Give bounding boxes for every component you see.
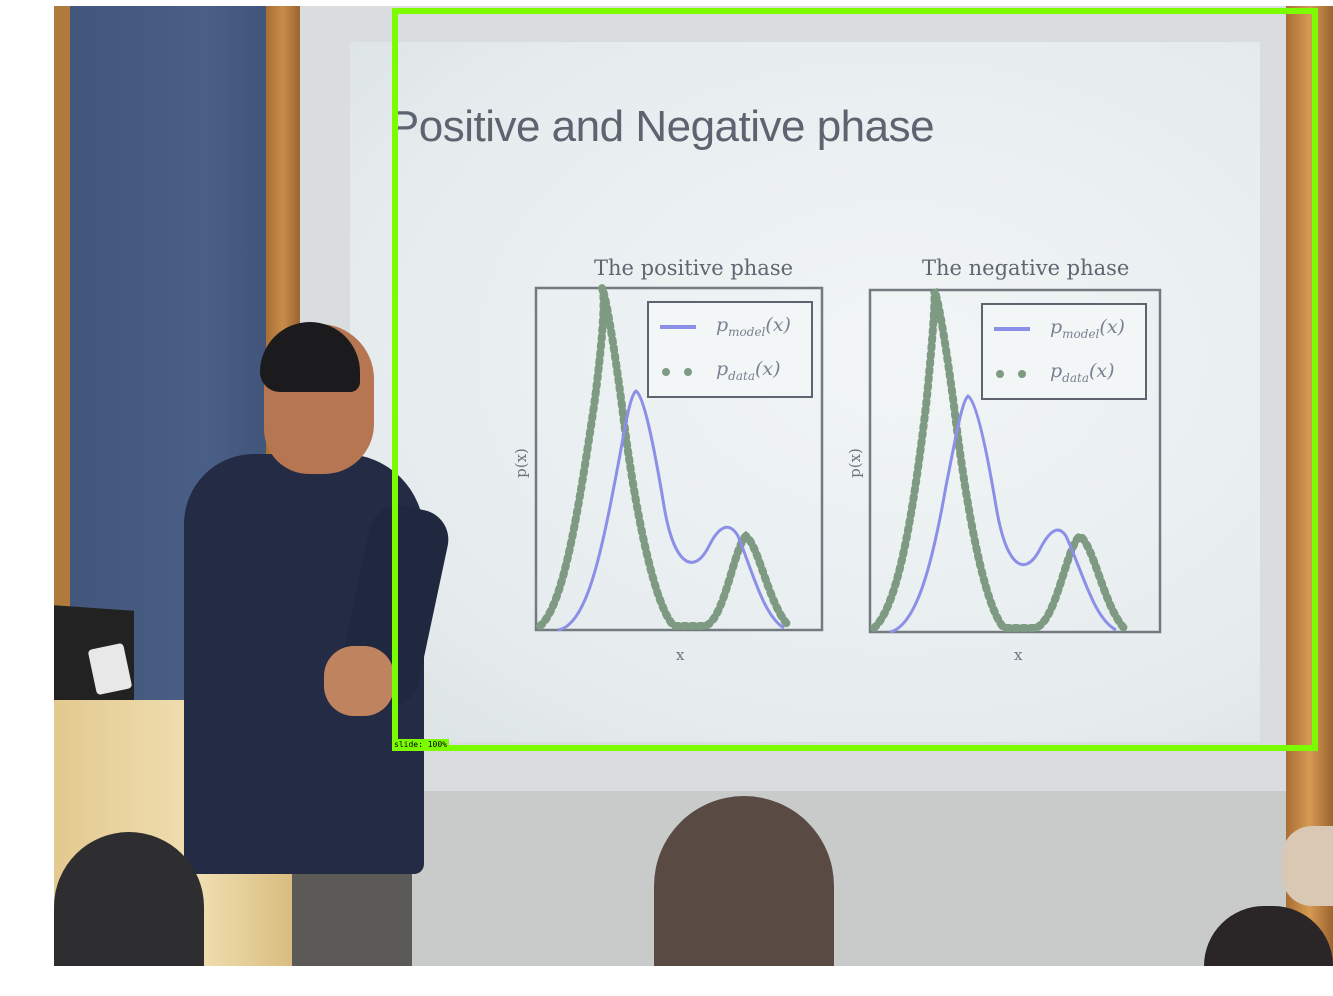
slide-title: Positive and Negative phase: [389, 102, 935, 151]
plot-ylabel-positive: p(x): [511, 448, 530, 478]
audience-head: [654, 796, 834, 966]
legend-data-negative: $p_{data}(x)$: [1050, 360, 1115, 385]
plot-xlabel-positive: x: [676, 646, 685, 664]
detection-label: slide: 100%: [394, 740, 447, 749]
detection-box: [392, 8, 1318, 751]
legend-model-negative: $p_{model}(x)$: [1050, 316, 1125, 341]
presenter-hands: [324, 646, 394, 716]
audience-head: [1282, 826, 1333, 906]
legend-model-positive: $p_{model}(x)$: [716, 314, 791, 339]
plot-title-positive: The positive phase: [594, 256, 794, 280]
plot-title-negative: The negative phase: [922, 256, 1130, 280]
legend-data-positive: $p_{data}(x)$: [716, 358, 781, 383]
plot-xlabel-negative: x: [1014, 646, 1023, 664]
plot-ylabel-negative: p(x): [845, 448, 864, 478]
